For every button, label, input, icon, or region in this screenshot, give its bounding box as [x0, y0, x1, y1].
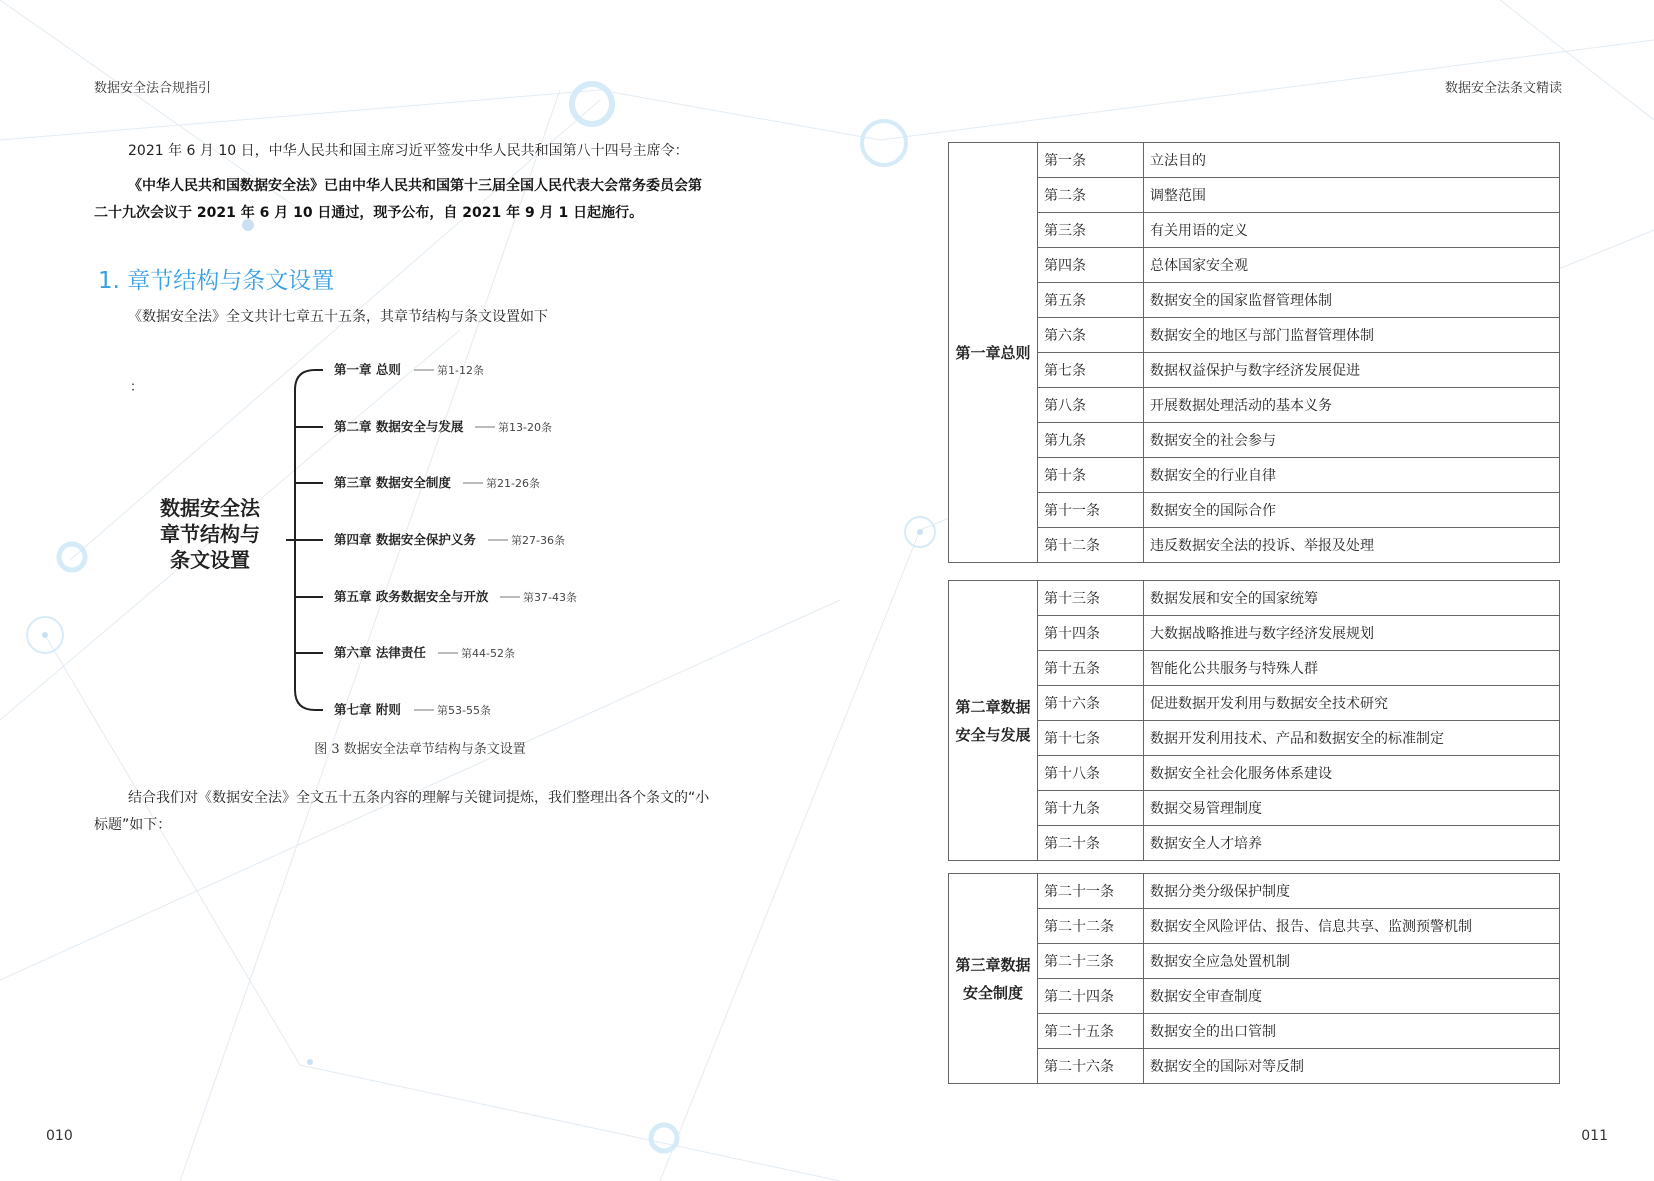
table-row [949, 721, 1560, 756]
mindmap-branch-7 [334, 702, 491, 717]
table-row [949, 874, 1560, 909]
article-number: 第十九条 [1038, 791, 1144, 826]
page-number-left: 010 [46, 1128, 73, 1144]
table-row [949, 528, 1560, 563]
table-row [949, 388, 1560, 423]
article-title: 数据权益保护与数字经济发展促进 [1144, 353, 1560, 388]
table-row [949, 791, 1560, 826]
article-number: 第六条 [1038, 318, 1144, 353]
article-number: 第二十三条 [1038, 944, 1144, 979]
article-title: 智能化公共服务与特殊人群 [1144, 651, 1560, 686]
mindmap-branch-label: 第三章 数据安全制度 [334, 475, 451, 490]
article-number: 第十六条 [1038, 686, 1144, 721]
article-number: 第九条 [1038, 423, 1144, 458]
chapter-cell: 第一章总则 [949, 143, 1038, 563]
running-header-left: 数据安全法合规指引 [94, 81, 212, 96]
article-title: 数据发展和安全的国家统筹 [1144, 581, 1560, 616]
mindmap-branch-4 [334, 532, 565, 547]
article-title: 违反数据安全法的投诉、举报及处理 [1144, 528, 1560, 563]
table-row [949, 826, 1560, 861]
article-number: 第十三条 [1038, 581, 1144, 616]
mindmap-branch-range: 第53-55条 [437, 704, 491, 717]
chapter-2-table [948, 580, 1560, 861]
chapter-1-table [948, 142, 1560, 563]
article-number: 第二十四条 [1038, 979, 1144, 1014]
mindmap-branch-5 [334, 589, 577, 604]
article-title: 数据安全社会化服务体系建设 [1144, 756, 1560, 791]
article-number: 第七条 [1038, 353, 1144, 388]
mindmap-branch-range: 第27-36条 [511, 534, 565, 547]
table-row [949, 686, 1560, 721]
table-row [949, 458, 1560, 493]
mindmap-branch-label: 第五章 政务数据安全与开放 [334, 589, 489, 604]
table-row [949, 143, 1560, 178]
table-row [949, 1014, 1560, 1049]
table-row [949, 756, 1560, 791]
mindmap-branch-range: 第21-26条 [486, 477, 540, 490]
article-number: 第二十一条 [1038, 874, 1144, 909]
article-number: 第十七条 [1038, 721, 1144, 756]
mindmap-branch-range: 第1-12条 [437, 364, 484, 377]
table-row [949, 213, 1560, 248]
table-row [949, 581, 1560, 616]
page-number-right: 011 [1581, 1128, 1608, 1144]
mindmap-branch-label: 第二章 数据安全与发展 [334, 419, 464, 434]
article-title: 开展数据处理活动的基本义务 [1144, 388, 1560, 423]
mindmap-branch-label: 第四章 数据安全保护义务 [334, 532, 476, 547]
chapter-3-table [948, 873, 1560, 1084]
article-number: 第十条 [1038, 458, 1144, 493]
mindmap-branch-1 [334, 362, 484, 377]
summary-paragraph: 结合我们对《数据安全法》全文五十五条内容的理解与关键词提炼，我们整理出各个条文的“小标题”如下： [94, 790, 710, 833]
mindmap-branch-6 [334, 645, 515, 660]
figure-caption: 图 3 数据安全法章节结构与条文设置 [314, 742, 526, 757]
mindmap-branch-label: 第六章 法律责任 [334, 645, 426, 660]
article-number: 第八条 [1038, 388, 1144, 423]
table-row [949, 178, 1560, 213]
article-number: 第四条 [1038, 248, 1144, 283]
article-title: 数据安全的出口管制 [1144, 1014, 1560, 1049]
chapter-structure-mindmap [140, 355, 600, 725]
article-title: 数据安全的国际合作 [1144, 493, 1560, 528]
article-title: 立法目的 [1144, 143, 1560, 178]
article-number: 第十八条 [1038, 756, 1144, 791]
article-number: 第三条 [1038, 213, 1144, 248]
mindmap-center-line-1: 数据安全法 [160, 496, 260, 520]
article-number: 第二十五条 [1038, 1014, 1144, 1049]
article-title: 大数据战略推进与数字经济发展规划 [1144, 616, 1560, 651]
mindmap-branch-3 [334, 475, 540, 490]
article-number: 第二十条 [1038, 826, 1144, 861]
table-row [949, 283, 1560, 318]
article-title: 数据安全的地区与部门监督管理体制 [1144, 318, 1560, 353]
mindmap-branch-2 [334, 419, 552, 434]
article-number: 第十五条 [1038, 651, 1144, 686]
table-row [949, 979, 1560, 1014]
promulgation-paragraph: 《中华人民共和国数据安全法》已由中华人民共和国第十三届全国人民代表大会常务委员会第二十九次会议于 2021 年 6 月 10 日通过，现予公布，自 2021 年 9 月 1 日起施行。 [94, 178, 702, 221]
article-title: 数据安全风险评估、报告、信息共享、监测预警机制 [1144, 909, 1560, 944]
table-row [949, 616, 1560, 651]
article-number: 第十四条 [1038, 616, 1144, 651]
article-number: 第二条 [1038, 178, 1144, 213]
article-title: 数据安全的行业自律 [1144, 458, 1560, 493]
table-row [949, 909, 1560, 944]
mindmap-center-line-3: 条文设置 [170, 548, 250, 572]
mindmap-branch-label: 第一章 总则 [334, 362, 401, 377]
structure-colon: ： [130, 380, 144, 395]
mindmap-branch-label: 第七章 附则 [334, 702, 401, 717]
intro-paragraph: 2021 年 6 月 10 日，中华人民共和国主席习近平签发中华人民共和国第八十四号主席令： [128, 143, 689, 159]
article-number: 第十二条 [1038, 528, 1144, 563]
article-title: 总体国家安全观 [1144, 248, 1560, 283]
article-title: 有关用语的定义 [1144, 213, 1560, 248]
structure-intro-paragraph: 《数据安全法》全文共计七章五十五条，其章节结构与条文设置如下 [128, 309, 548, 325]
article-title: 数据交易管理制度 [1144, 791, 1560, 826]
mindmap-branch-range: 第13-20条 [498, 421, 552, 434]
table-row [949, 423, 1560, 458]
mindmap-branch-range: 第37-43条 [523, 591, 577, 604]
mindmap-center-line-2: 章节结构与 [160, 522, 260, 546]
mindmap-branch-range: 第44-52条 [461, 647, 515, 660]
running-header-right: 数据安全法条文精读 [1444, 81, 1562, 96]
table-row [949, 353, 1560, 388]
section-title: 1. 章节结构与条文设置 [98, 268, 335, 294]
table-row [949, 1049, 1560, 1084]
article-number: 第十一条 [1038, 493, 1144, 528]
article-number: 第一条 [1038, 143, 1144, 178]
article-title: 数据安全审查制度 [1144, 979, 1560, 1014]
article-title: 数据分类分级保护制度 [1144, 874, 1560, 909]
table-row [949, 651, 1560, 686]
article-title: 数据安全的国际对等反制 [1144, 1049, 1560, 1084]
article-title: 促进数据开发利用与数据安全技术研究 [1144, 686, 1560, 721]
article-number: 第五条 [1038, 283, 1144, 318]
chapter-cell: 第三章数据安全制度 [949, 874, 1038, 1084]
article-number: 第二十二条 [1038, 909, 1144, 944]
table-row [949, 493, 1560, 528]
article-number: 第二十六条 [1038, 1049, 1144, 1084]
article-title: 调整范围 [1144, 178, 1560, 213]
article-title: 数据安全的国家监督管理体制 [1144, 283, 1560, 318]
table-row [949, 944, 1560, 979]
article-title: 数据安全的社会参与 [1144, 423, 1560, 458]
article-title: 数据安全应急处置机制 [1144, 944, 1560, 979]
article-title: 数据安全人才培养 [1144, 826, 1560, 861]
article-title: 数据开发利用技术、产品和数据安全的标准制定 [1144, 721, 1560, 756]
table-row [949, 248, 1560, 283]
chapter-cell: 第二章数据安全与发展 [949, 581, 1038, 861]
table-row [949, 318, 1560, 353]
